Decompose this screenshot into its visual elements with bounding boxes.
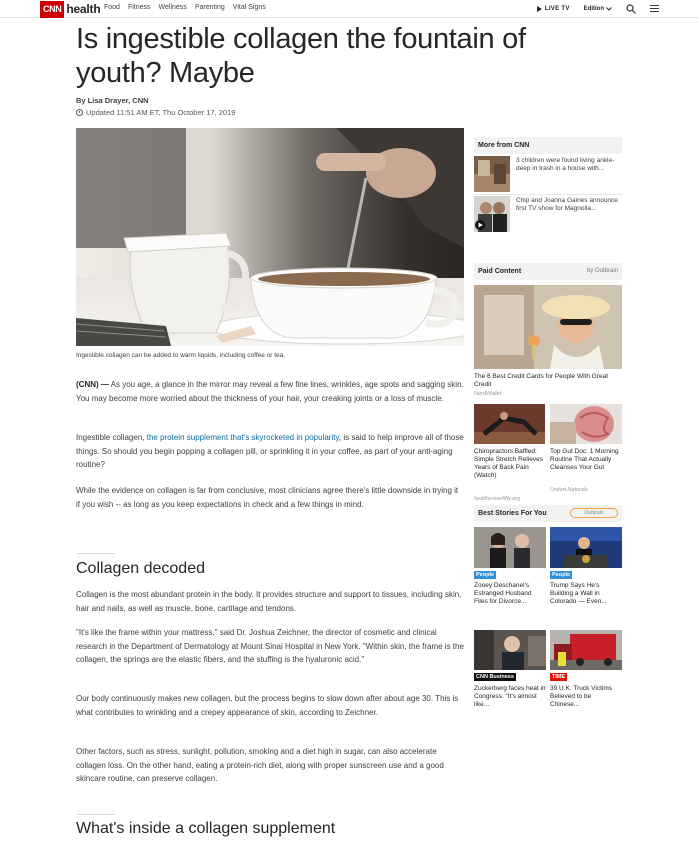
more-from-cnn-header: More from CNN [474, 137, 622, 154]
story-image-trump[interactable] [550, 527, 622, 568]
page-title: Is ingestible collagen the fountain of youth? Maybe [76, 23, 526, 89]
ad-source-stretch: healthyoverfifty.org [474, 496, 521, 502]
search-icon[interactable] [626, 4, 636, 14]
menu-icon[interactable] [650, 3, 659, 14]
more-item[interactable] [474, 156, 622, 192]
chevron-down-icon [606, 7, 612, 11]
updated-text: Updated 11:51 AM ET, Thu October 17, 2019 [86, 108, 236, 117]
paragraph-6: Our body continuously makes new collagen, but the process begins to slow down after about age 30. This is what contributes to wrinkling and a crepey appearance of skin, according to Zeichner. [76, 694, 459, 717]
ad-source-credit-cards: NerdWallet [474, 391, 502, 397]
clock-icon [76, 109, 83, 116]
paragraph-1 [76, 378, 464, 405]
dateline: (CNN) — [76, 380, 109, 389]
cnn-health-logo[interactable] [40, 0, 100, 18]
byline: By Lisa Drayer, CNN [76, 96, 149, 105]
live-tv-label: LIVE TV [544, 5, 570, 12]
story-title-truck[interactable]: 39 U.K. Truck Victims Believed to be Chinese... [550, 685, 613, 708]
story-tag: People [476, 572, 495, 578]
story-tag: People [552, 572, 571, 578]
ad-image-gut[interactable] [550, 404, 622, 444]
ad-image-stretch[interactable] [474, 404, 545, 444]
story-tag: TIME [552, 674, 566, 680]
updated-timestamp [76, 108, 235, 117]
ad-title-stretch[interactable]: Chiropractors Baffled: Simple Stretch Relieves Years of Back Pain (Watch) [474, 448, 543, 479]
paragraph-5: "It's like the frame within your mattress," said Dr. Joshua Zeichner, the director of cosmetic and clinical research in the Department of Dermatology at Mount Sinai Hospital in New York. "Within skin, the frame is the collagen, the springs are the elastic fibers, and the stuffing is the hyaluronic acid." [76, 628, 464, 664]
section-heading-collagen-decoded: Collagen decoded [76, 560, 205, 577]
paragraph-2-text-a: Ingestible collagen, [76, 433, 147, 442]
story-title-zuckerberg[interactable]: Zuckerberg faces heat in Congress: "It's almost like... [474, 685, 546, 708]
nav-link-wellness[interactable]: Wellness [158, 4, 187, 11]
hero-image[interactable] [76, 128, 464, 346]
section-heading-collagen-supplement: What's inside a collagen supplement [76, 820, 336, 837]
nav-link-fitness[interactable]: Fitness [127, 4, 151, 11]
edition-label: Edition [583, 5, 604, 12]
paragraph-1-text: As you age, a glance in the mirror may reveal a few fine lines, wrinkles, age spots and sagging skin. You may become more worried about the thickness of your hair, your creaking joints or a loss of muscle. [76, 380, 464, 403]
health-logo-word: health [66, 2, 101, 16]
nav-link-parenting[interactable]: Parenting [194, 4, 225, 11]
best-stories-title: Best Stories For You [478, 510, 547, 517]
ad-source-gut: United Naturals [550, 487, 588, 493]
paragraph-2 [76, 431, 464, 472]
nav-right [537, 3, 659, 14]
section-links [104, 4, 266, 11]
best-stories-header [474, 505, 622, 522]
more-item-title: Chip and Joanna Gaines announce first TV show for Magnolia... [516, 197, 618, 212]
hero-caption: Ingestible collagen can be added to warm liquids, including coffee or tea. [76, 352, 286, 359]
outbrain-credit[interactable]: by Outbrain [586, 268, 618, 274]
section-divider [76, 814, 116, 815]
paragraph-2-text-b: , is said to help improve all of those things. So should you begin popping a collagen pill, or sprinkling it in your coffee, as part of your anti-aging routine? [76, 433, 464, 469]
story-title-trump[interactable]: Trump Says He's Building a Wall in Colorado — Even... [550, 582, 607, 605]
live-tv-link[interactable] [537, 6, 570, 12]
top-nav [0, 0, 699, 18]
paid-content-title: Paid Content [478, 268, 522, 275]
paragraph-3: While the evidence on collagen is far from conclusive, most clinicians agree there's little downside in trying it if you wish -- as long as you keep expectations in check and a few things in mind. [76, 486, 459, 509]
ad-image-credit-cards[interactable] [474, 285, 622, 369]
paragraph-7: Other factors, such as stress, sunlight, pollution, smoking and a diet high in sugar, can also accelerate collagen loss. On the other hand, eating a protein-rich diet, along with proper sunscreen use and a good skincare routine, can preserve collagen. [76, 747, 444, 783]
section-divider [76, 553, 116, 554]
nav-link-vital-signs[interactable]: Vital Signs [232, 4, 266, 11]
story-tag: CNN Business [476, 674, 514, 680]
story-image-zuckerberg[interactable] [474, 630, 546, 670]
story-image-truck[interactable] [550, 630, 622, 670]
edition-menu[interactable] [584, 6, 612, 12]
ad-title-credit-cards[interactable]: The 6 Best Credit Cards for People With Great Credit [474, 373, 609, 388]
sidebar-divider [474, 194, 622, 195]
more-item-title: 3 children were found living ankle-deep in trash in a house with... [516, 157, 615, 172]
coffee-cup-photo [76, 128, 464, 346]
paragraph-4: Collagen is the most abundant protein in the body. It provides structure and support to tissues, including skin, hair and nails, as well as muscle, bone, cartilage and tendons. [76, 590, 462, 613]
protein-supplement-link[interactable]: the protein supplement that's skyrocketed in popularity [146, 433, 339, 442]
nav-link-food[interactable]: Food [104, 4, 120, 11]
ad-title-gut[interactable]: Top Gut Doc: 1 Morning Routine That Actually Cleanses Your Gut [550, 448, 619, 471]
more-item-thumbnail [474, 156, 510, 192]
story-title-zooey[interactable]: Zooey Deschanel's Estranged Husband Files for Divorce... [474, 582, 532, 605]
more-item[interactable] [474, 196, 622, 232]
story-image-zooey[interactable] [474, 527, 546, 568]
more-item-thumbnail [474, 196, 510, 232]
cnn-logo: CNN [40, 1, 64, 18]
paid-content-header [474, 263, 622, 280]
outbrain-logo[interactable]: Outbrain [570, 508, 618, 518]
play-icon [537, 6, 542, 12]
